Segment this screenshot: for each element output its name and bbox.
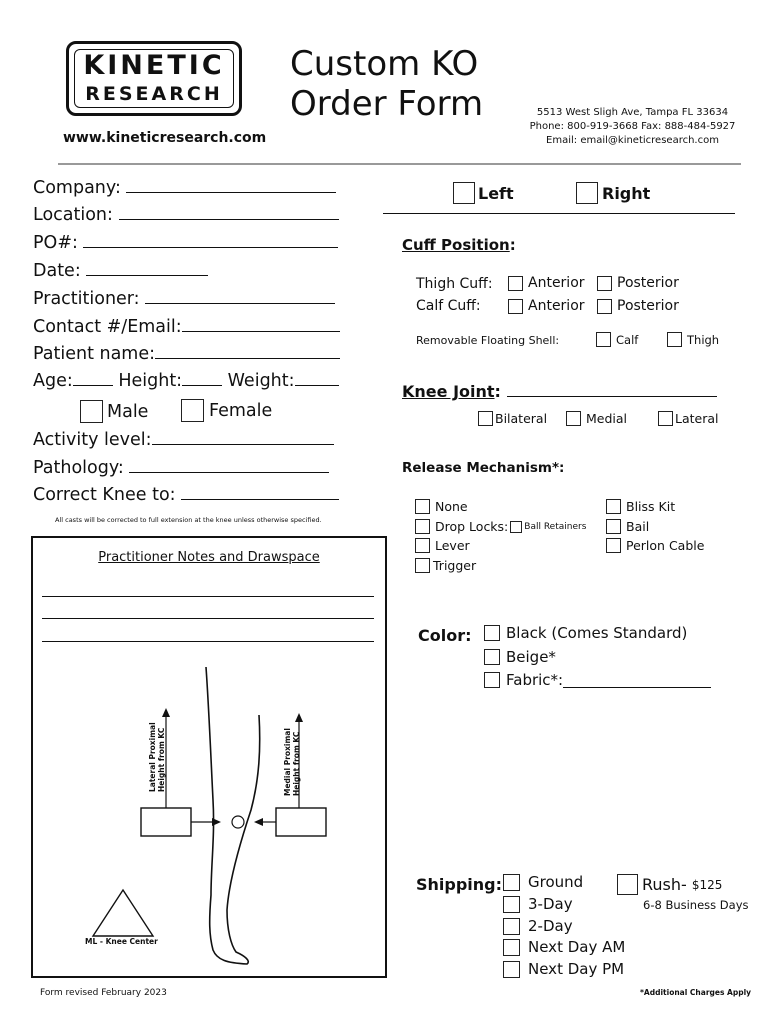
shipping-heading: Shipping: [416,875,503,894]
address-text: 5513 West Sligh Ave, Tampa FL 33634 [536,107,729,118]
release-drop-locks-label: Drop Locks: [435,519,509,534]
right-side-label: Right [602,183,651,203]
color-black-label: Black (Comes Standard) [506,624,688,642]
cuff-heading-colon: : [509,236,516,254]
notes-line[interactable] [42,618,374,619]
color-heading: Color: [418,626,472,645]
knee-lateral-checkbox[interactable] [658,411,673,426]
weight-label: Weight: [227,371,295,391]
additional-charges-note: *Additional Charges Apply [640,988,752,997]
ship-rush-price: $125 [691,877,723,892]
knee-joint-field[interactable] [402,382,717,401]
knee-bilateral-option[interactable] [478,411,547,426]
knee-medial-label: Medial [586,411,628,426]
calf-posterior-option[interactable] [597,298,679,314]
male-checkbox[interactable] [80,400,103,423]
shell-thigh-label: Thigh [687,332,720,347]
notes-line[interactable] [42,641,374,642]
company-label: Company: [33,178,121,198]
ship-ground-label: Ground [528,873,584,891]
release-bliss-kit-checkbox[interactable] [606,499,621,514]
ball-retainers-label: Ball Retainers [524,521,587,532]
notes-line[interactable] [42,596,374,597]
lateral-height-label [148,722,166,792]
ship-next-am-label: Next Day AM [528,938,626,956]
ship-next-pm-option[interactable] [503,960,624,978]
left-side-option[interactable] [453,182,514,204]
right-side-option[interactable] [576,182,650,204]
knee-medial-checkbox[interactable] [566,411,581,426]
cuff-position-heading [402,236,516,254]
release-bail-label: Bail [626,519,650,534]
ship-next-am-checkbox[interactable] [503,939,520,956]
release-lever-checkbox[interactable] [415,538,430,553]
contact-field[interactable] [33,317,340,337]
ship-rush-label: Rush- [642,875,687,894]
female-checkbox[interactable] [181,399,204,422]
ship-rush-checkbox[interactable] [617,874,638,895]
release-bail-option[interactable] [606,519,649,534]
patient-name-label: Patient name: [33,344,156,364]
cast-note: All casts will be corrected to full extension at the knee unless otherwise specified. [55,516,322,524]
cuff-heading-text: Cuff Position [402,236,510,254]
release-bliss-kit-label: Bliss Kit [626,499,676,514]
contact-block [500,106,765,148]
release-trigger-checkbox[interactable] [415,558,430,573]
color-fabric-label: Fabric*: [506,671,564,689]
thigh-anterior-label: Anterior [528,275,585,291]
release-drop-locks-option[interactable] [415,519,586,534]
release-perlon-checkbox[interactable] [606,538,621,553]
practitioner-field[interactable] [33,289,335,309]
ship-rush-days: 6-8 Business Days [643,898,749,912]
ship-3day-checkbox[interactable] [503,896,520,913]
color-fabric-option[interactable] [484,671,711,689]
female-label: Female [209,400,273,421]
logo-line-2: RESEARCH [85,83,223,105]
color-black-checkbox[interactable] [484,625,500,641]
logo-line-1: KINETIC [83,50,225,81]
po-field[interactable] [33,233,338,253]
thigh-posterior-option[interactable] [597,275,679,291]
thigh-anterior-checkbox[interactable] [508,276,523,291]
medial-label-line-1: Medial Proximal [283,728,292,796]
knee-lateral-option[interactable] [658,411,719,426]
header-divider [58,163,741,165]
activity-field[interactable] [33,430,334,450]
calf-posterior-label: Posterior [617,298,679,314]
correct-knee-field[interactable] [33,485,339,505]
form-title-line-1: Custom KO [290,44,479,84]
shell-calf-label: Calf [616,332,639,347]
correct-knee-label: Correct Knee to: [33,485,176,505]
ship-ground-option[interactable] [503,873,583,891]
release-none-option[interactable] [415,499,468,514]
ship-ground-checkbox[interactable] [503,874,520,891]
pathology-field[interactable] [33,458,329,478]
practitioner-label: Practitioner: [33,289,140,309]
side-divider [383,213,735,214]
calf-posterior-checkbox[interactable] [597,299,612,314]
release-bail-checkbox[interactable] [606,519,621,534]
shell-thigh-checkbox[interactable] [667,332,682,347]
floating-shell-label: Removable Floating Shell: [416,334,560,347]
color-black-option[interactable] [484,624,687,642]
ship-2day-label: 2-Day [528,917,573,935]
color-fabric-checkbox[interactable] [484,672,500,688]
color-beige-option[interactable] [484,648,556,666]
calf-anterior-option[interactable] [508,298,585,314]
color-beige-checkbox[interactable] [484,649,500,665]
activity-label: Activity level: [33,430,152,450]
release-trigger-option[interactable] [415,558,476,573]
date-field[interactable] [33,261,208,281]
medial-height-label [283,728,301,796]
knee-lateral-label: Lateral [675,411,719,426]
release-perlon-label: Perlon Cable [626,538,705,553]
company-field[interactable] [33,178,336,198]
male-label: Male [107,401,149,422]
release-none-checkbox[interactable] [415,499,430,514]
height-label: Height: [118,371,183,391]
website-link[interactable]: www.kineticresearch.com [63,130,267,146]
form-revised-note: Form revised February 2023 [40,988,167,998]
knee-bilateral-checkbox[interactable] [478,411,493,426]
shell-calf-option[interactable] [596,332,638,347]
notes-title: Practitioner Notes and Drawspace [98,550,320,565]
knee-joint-colon: : [494,382,501,401]
ship-rush-option[interactable] [617,874,722,895]
date-label: Date: [33,261,81,281]
calf-cuff-label: Calf Cuff: [416,298,481,314]
male-option[interactable] [80,400,148,423]
release-trigger-label: Trigger [433,558,477,573]
ship-next-am-option[interactable] [503,938,625,956]
ship-3day-option[interactable] [503,895,573,913]
age-height-weight-field[interactable] [33,371,339,391]
release-bliss-kit-option[interactable] [606,499,675,514]
release-lever-option[interactable] [415,538,470,553]
lateral-label-line-1: Lateral Proximal [148,722,157,792]
calf-anterior-checkbox[interactable] [508,299,523,314]
knee-medial-option[interactable] [566,411,627,426]
ship-2day-checkbox[interactable] [503,918,520,935]
female-option[interactable] [181,399,272,422]
calf-anterior-label: Anterior [528,298,585,314]
shell-thigh-option[interactable] [667,332,719,347]
ml-knee-center-label: ML - Knee Center [85,937,158,946]
email-text: Email: email@kineticresearch.com [546,135,719,146]
ship-3day-label: 3-Day [528,895,573,913]
right-side-checkbox[interactable] [576,182,598,204]
release-perlon-option[interactable] [606,538,704,553]
leg-diagram [31,650,387,975]
ship-next-pm-label: Next Day PM [528,960,625,978]
release-mechanism-heading: Release Mechanism*: [402,460,565,476]
release-lever-label: Lever [435,538,470,553]
medial-label-line-2: Height from KC [292,731,301,796]
form-title-line-2: Order Form [290,84,484,124]
phone-text: Phone: 800-919-3668 Fax: 888-484-5927 [529,121,736,132]
thigh-posterior-checkbox[interactable] [597,276,612,291]
thigh-anterior-option[interactable] [508,275,585,291]
ship-next-pm-checkbox[interactable] [503,961,520,978]
patient-name-field[interactable] [33,344,340,364]
pathology-label: Pathology: [33,458,124,478]
age-label: Age: [33,371,73,391]
contact-label: Contact #/Email: [33,317,182,337]
po-label: PO#: [33,233,78,253]
knee-bilateral-label: Bilateral [495,411,548,426]
location-field[interactable] [33,205,339,225]
ship-2day-option[interactable] [503,917,573,935]
thigh-posterior-label: Posterior [617,275,679,291]
left-side-checkbox[interactable] [453,182,475,204]
knee-joint-heading: Knee Joint [402,382,495,401]
color-beige-label: Beige* [506,648,556,666]
thigh-cuff-label: Thigh Cuff: [416,276,493,292]
left-side-label: Left [478,183,514,203]
shell-calf-checkbox[interactable] [596,332,611,347]
release-drop-locks-checkbox[interactable] [415,519,430,534]
ball-retainers-checkbox[interactable] [510,521,522,533]
kinetic-research-logo [66,41,242,116]
release-none-label: None [435,499,468,514]
location-label: Location: [33,205,113,225]
lateral-label-line-2: Height from KC [157,727,166,792]
